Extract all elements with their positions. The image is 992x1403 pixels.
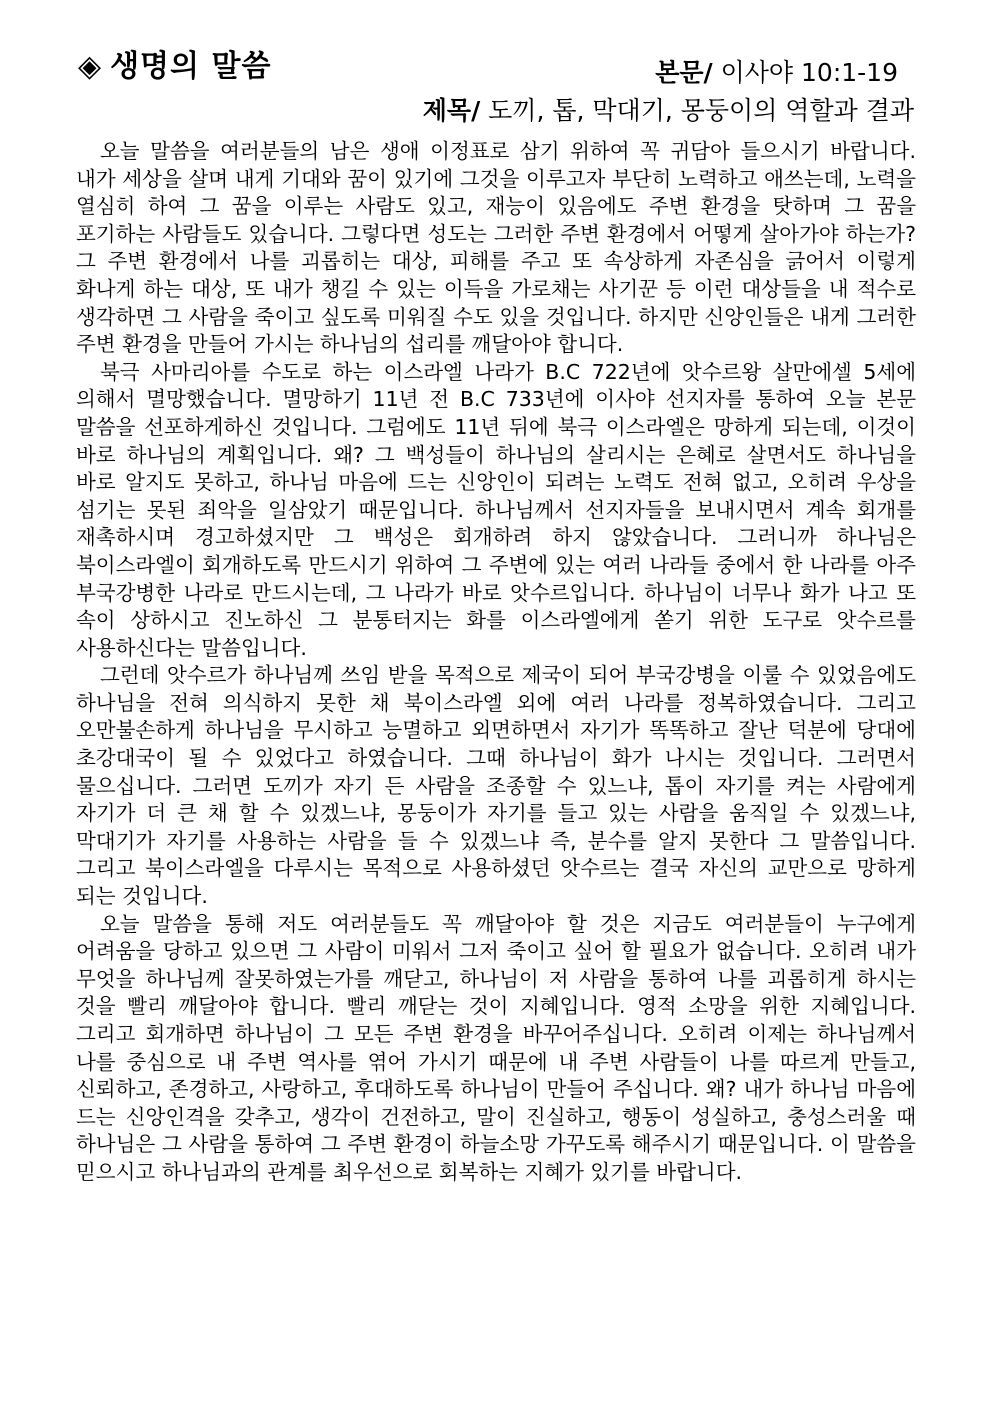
paragraph-1: 오늘 말씀을 여러분들의 남은 생애 이정표로 삼기 위하여 꼭 귀담아 들으시기 바랍니다. 내가 세상을 살며 내게 기대와 꿈이 있기에 그것을 이루고자 부단히 노력하고 애쓰는데, 노력을 열심히 하여 그 꿈을 이루는 사람도 있고, 재능이 있음에도 주변 환경을 탓하며 그 꿈을 포기하는 사람들도 있습니다. 그렇다면 성도는 그러한 주변 환경에서 어떻게 살아가야 하는가? 그 주변 환경에서 나를 괴롭히는 대상, 피해를 주고 또 속상하게 자존심을 긁어서 이렇게 화나게 하는 대상, 또 내가 챙길 수 있는 이득을 가로채는 사기꾼 등 이런 대상들을 내 적수로 생각하면 그 사람을 죽이고 싶도록 미워질 수도 있을 것입니다. 하지만 신앙인들은 내게 그러한 주변 환경을 만들어 가시는 하나님의 섭리를 깨달아야 합니다. — [76, 139, 916, 357]
title-text: 생명의 말씀 — [110, 49, 272, 84]
sermon-body — [76, 138, 916, 1187]
paragraph-3: 그런데 앗수르가 하나님께 쓰임 받을 목적으로 제국이 되어 부국강병을 이룰 수 있었음에도 하나님을 전혀 의식하지 못한 채 북이스라엘 외에 여러 나라를 정복하였습니다. 그리고 오만불손하게 하나님을 무시하고 능멸하고 외면하면서 자기가 똑똑하고 잘난 덕분에 당대에 초강대국이 될 수 있었다고 하였습니다. 그때 하나님이 화가 나시는 것입니다. 그러면서 물으십니다. 그러면 도끼가 자기 든 사람을 조종할 수 있느냐, 톱이 자기를 켜는 사람에게 자기가 더 큰 채 할 수 있겠느냐, 몽둥이가 자기를 들고 있는 사람을 움직일 수 있겠느냐, 막대기가 자기를 사용하는 사람을 들 수 있겠느냐 즉, 분수를 알지 못한다 그 말씀입니다. 그리고 북이스라엘을 다루시는 목적으로 사용하셨던 앗수르는 결국 자신의 교만으로 망하게 되는 것입니다. — [76, 663, 916, 909]
paragraph-4: 오늘 말씀을 통해 저도 여러분들도 꼭 깨달아야 할 것은 지금도 여러분들이 누구에게 어려움을 당하고 있으면 그 사람이 미워서 그저 죽이고 싶어 할 필요가 없습니다. 오히려 내가 무엇을 하나님께 잘못하였는가를 깨닫고, 하나님이 저 사람을 통하여 나를 괴롭히게 하시는 것을 빨리 깨달아야 합니다. 빨리 깨닫는 것이 지혜입니다. 영적 소망을 위한 지혜입니다. 그리고 회개하면 하나님이 그 모든 주변 환경을 바꾸어주십니다. 오히려 이제는 하나님께서 나를 중심으로 내 주변 역사를 엮어 가시기 때문에 내 주변 사람들이 나를 따르게 만들고, 신뢰하고, 존경하고, 사랑하고, 후대하도록 하나님이 만들어 주십니다. 왜? 내가 하나님 마음에 드는 신앙인격을 갖추고, 생각이 건전하고, 말이 진실하고, 행동이 성실하고, 충성스러울 때 하나님은 그 사람을 통하여 그 주변 환경이 하늘소망 가꾸도록 해주시기 때문입니다. 이 말씀을 믿으시고 하나님과의 관계를 최우선으로 회복하는 지혜가 있기를 바랍니다. — [76, 911, 916, 1184]
scripture-reference — [655, 60, 898, 85]
paragraph-2: 북극 사마리아를 수도로 하는 이스라엘 나라가 B.C 722년에 앗수르왕 살만에셀 5세에 의해서 멸망했습니다. 멸망하기 11년 전 B.C 733년에 이사야 선지자를 통하여 오늘 본문 말씀을 선포하게하신 것입니다. 그럼에도 11년 뒤에 북극 이스라엘은 망하게 되는데, 이것이 바로 하나님의 계획입니다. 왜? 그 백성들이 하나님의 살리시는 은혜로 살면서도 하나님을 바로 알지도 못하고, 하나님 마음에 드는 신앙인이 되려는 노력도 전혀 없고, 오히려 우상을 섬기는 못된 죄악을 일삼았기 때문입니다. 하나님께서 선지자들을 보내시면서 계속 회개를 재촉하시며 경고하셨지만 그 백성은 회개하려 하지 않았습니다. 그러니까 하나님은 북이스라엘이 회개하도록 만드시기 위하여 그 주변에 있는 여러 나라들 중에서 한 나라를 아주 부국강병한 나라로 만드시는데, 그 나라가 바로 앗수르입니다. 하나님이 너무나 화가 나고 또 속이 상하시고 진노하신 그 분통터지는 화를 이스라엘에게 쏟기 위한 도구로 앗수르를 사용하신다는 말씀입니다. — [76, 359, 916, 660]
scripture-value: 이사야 10:1-19 — [712, 58, 898, 87]
page-title — [78, 49, 272, 84]
diamond-bullet-icon: ◈ — [78, 49, 103, 84]
sermon-subject — [423, 98, 914, 123]
scripture-label: 본문/ — [655, 58, 713, 87]
subject-label: 제목/ — [422, 96, 481, 125]
subject-value: 도끼, 톱, 막대기, 몽둥이의 역할과 결과 — [480, 96, 914, 125]
